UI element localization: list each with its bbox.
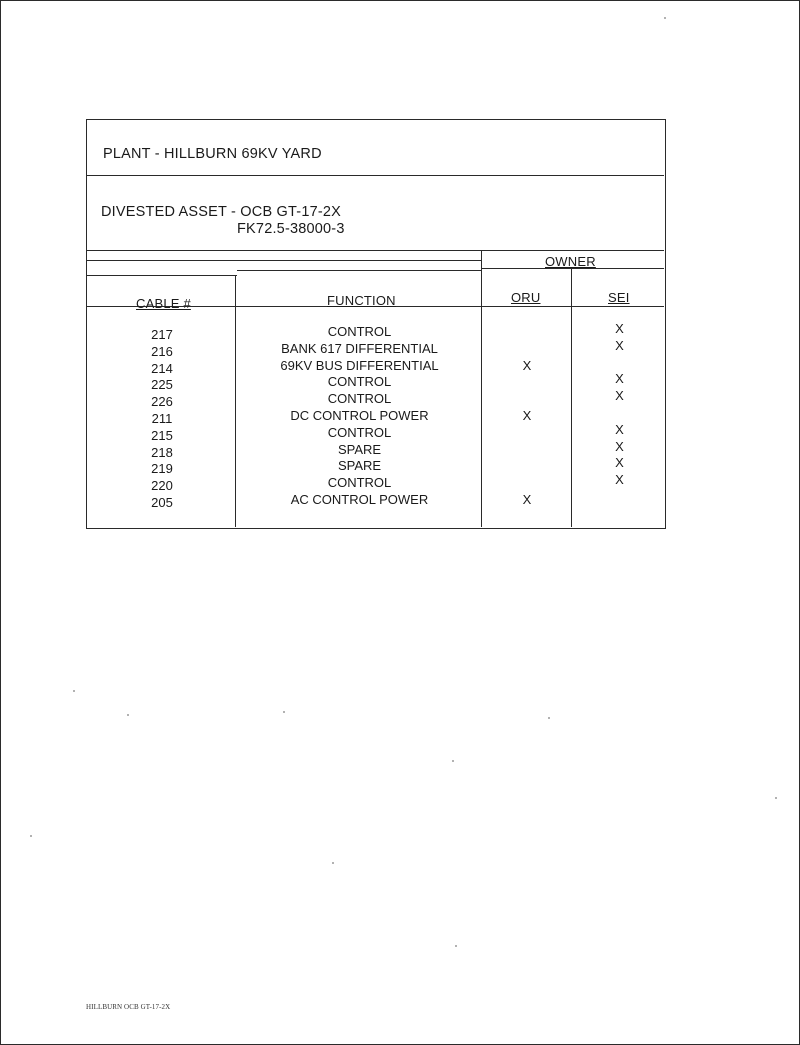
oru-column-header: ORU	[511, 290, 541, 305]
sei-cell	[572, 489, 667, 506]
cable-cell: 217	[151, 327, 173, 342]
cable-column-header: CABLE #	[136, 296, 191, 311]
function-cell: AC CONTROL POWER	[290, 491, 429, 507]
scan-speck	[455, 945, 457, 947]
scan-speck	[664, 17, 666, 19]
function-cell: CONTROL	[327, 324, 392, 339]
cable-cell: 226	[151, 394, 173, 410]
function-column-header: FUNCTION	[327, 293, 396, 308]
sei-cell	[572, 405, 667, 422]
oru-cell	[482, 391, 572, 408]
sei-cell: X	[615, 371, 624, 387]
function-cell: CONTROL	[327, 374, 392, 390]
function-cell: 69KV BUS DIFFERENTIAL	[280, 357, 439, 373]
sei-cell	[572, 355, 667, 372]
scan-speck	[73, 690, 75, 692]
oru-cell	[482, 425, 572, 442]
cable-cell: 211	[151, 410, 173, 426]
asset-table	[86, 119, 666, 529]
function-cell: CONTROL	[327, 424, 392, 440]
scan-speck	[30, 835, 32, 837]
oru-cell	[482, 442, 572, 459]
function-cell: CONTROL	[327, 475, 392, 491]
scan-speck	[775, 797, 777, 799]
sei-cell: X	[615, 455, 624, 471]
divider	[87, 275, 237, 276]
scan-speck	[332, 862, 334, 864]
asset-number: FK72.5-38000-3	[237, 221, 345, 237]
oru-column	[482, 324, 572, 509]
owner-header: OWNER	[545, 254, 596, 269]
scan-speck	[283, 711, 285, 713]
cable-cell: 218	[151, 444, 173, 460]
function-cell: CONTROL	[327, 391, 392, 407]
cable-cell: 219	[151, 461, 173, 477]
oru-cell	[482, 324, 572, 341]
footer-label: HILLBURN OCB GT-17-2X	[86, 1003, 171, 1011]
divested-asset: DIVESTED ASSET - OCB GT-17-2X	[101, 204, 342, 220]
cable-cell: 205	[151, 494, 173, 510]
function-cell: BANK 617 DIFFERENTIAL	[281, 340, 438, 356]
oru-cell: X	[522, 357, 532, 373]
cable-cell: 216	[151, 343, 173, 359]
scan-speck	[548, 717, 550, 719]
sei-cell: X	[615, 421, 624, 437]
sei-column	[572, 321, 667, 506]
sei-cell: X	[615, 472, 624, 488]
oru-cell: X	[522, 491, 532, 507]
scan-speck	[452, 760, 454, 762]
oru-cell	[482, 374, 572, 391]
divider	[237, 270, 481, 271]
oru-cell	[482, 458, 572, 475]
divider	[87, 250, 664, 251]
cable-cell: 225	[151, 377, 173, 393]
sei-cell: X	[615, 337, 624, 353]
function-cell: SPARE	[337, 458, 382, 474]
sei-column-header: SEI	[608, 290, 630, 305]
function-cell: SPARE	[337, 441, 382, 457]
function-column	[237, 324, 482, 509]
sei-cell: X	[615, 321, 624, 336]
sei-cell: X	[615, 388, 624, 404]
divider	[87, 260, 481, 261]
oru-cell: X	[522, 407, 532, 423]
column-divider	[235, 275, 236, 527]
scan-speck	[127, 714, 129, 716]
sei-cell: X	[615, 438, 624, 454]
cable-cell: 215	[151, 427, 173, 443]
cable-cell: 220	[151, 478, 173, 494]
function-cell: DC CONTROL POWER	[290, 407, 429, 423]
oru-cell	[482, 475, 572, 492]
divider	[87, 175, 664, 176]
cable-cell: 214	[151, 360, 173, 376]
oru-cell	[482, 341, 572, 358]
cable-column	[137, 327, 187, 512]
plant-title: PLANT - HILLBURN 69KV YARD	[103, 146, 322, 162]
